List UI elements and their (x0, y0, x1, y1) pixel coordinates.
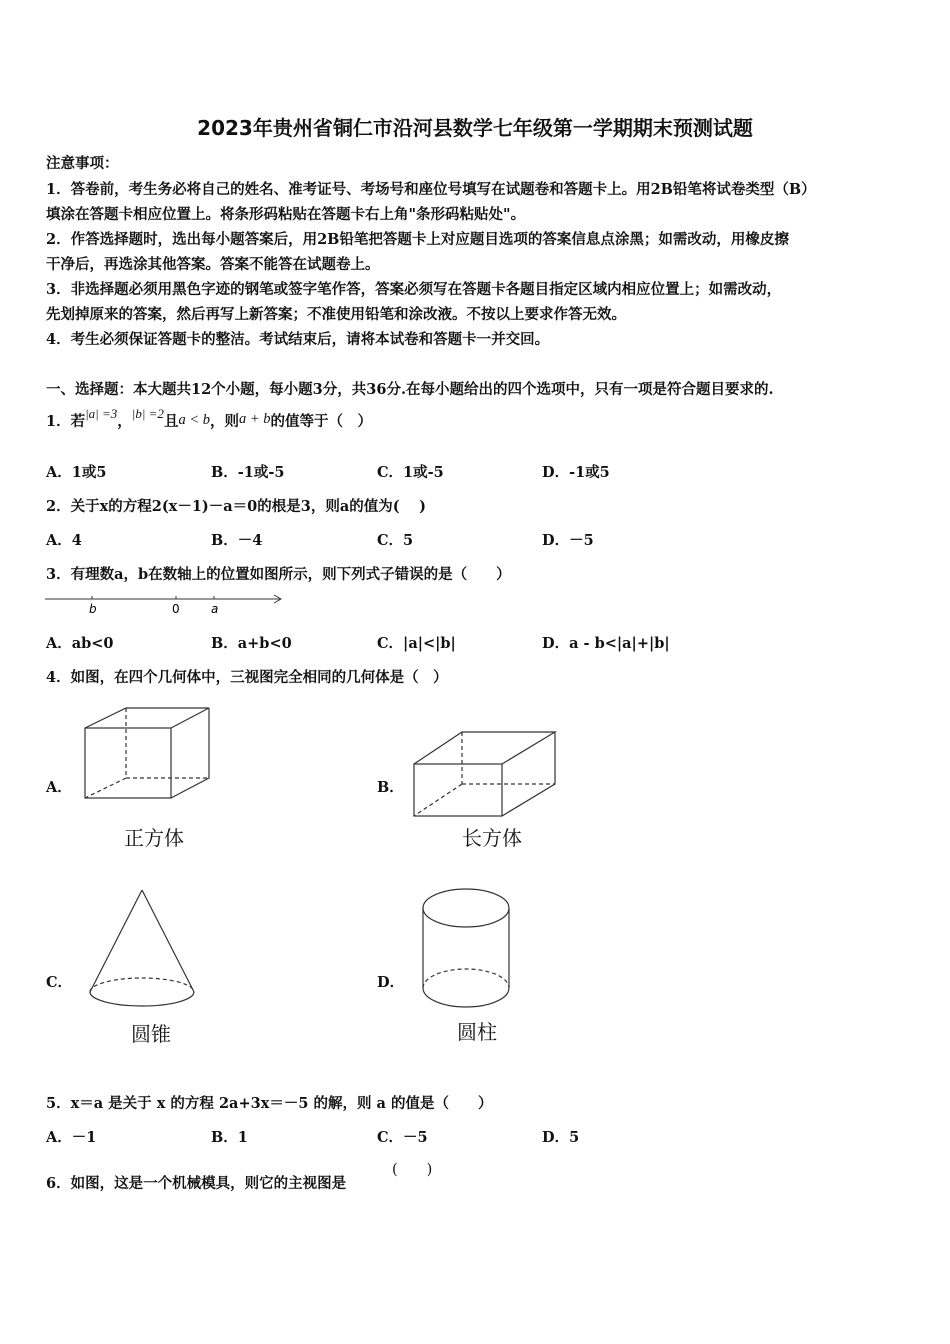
q5-option-b: B．1 (211, 1129, 248, 1146)
q2-option-a: A．4 (46, 532, 82, 549)
notice-line: 3．非选择题必须用黑色字迹的钢笔或签字笔作答，答案必须写在答题卡各题目指定区域内相应位置上；如需改动， (46, 281, 782, 298)
q1-option-a: A．1或5 (46, 464, 107, 481)
question-3: 3．有理数a，b在数轴上的位置如图所示，则下列式子错误的是（ ） (46, 566, 511, 583)
q1-and: 且 (163, 413, 179, 430)
q1-cond3: a < b (178, 412, 210, 428)
cube-front-face (85, 728, 171, 798)
q4-option-a-letter: A． (46, 779, 72, 796)
notice-line: 1．答卷前，考生务必将自己的姓名、准考证号、考场号和座位号填写在试题卷和答题卡上。用2B铅笔将试卷类型（B） (46, 181, 816, 198)
axis-label-a: a (211, 602, 219, 616)
cuboid-front-face (414, 764, 502, 816)
section-heading: 一、选择题：本大题共12个小题，每小题3分，共36分.在每小题给出的四个选项中，只有一项是符合题目要求的. (46, 381, 774, 398)
cylinder-base-front (423, 988, 509, 1007)
q1-cond2: |b| =2 (131, 406, 164, 421)
page-title: 2023年贵州省铜仁市沿河县数学七年级第一学期期末预测试题 (197, 116, 753, 140)
cylinder-figure (418, 884, 514, 1014)
q1-cond1: |a| =3 (85, 406, 118, 421)
notice-line: 干净后，再选涂其他答案。答案不能答在试题卷上。 (46, 256, 380, 273)
cone-base-back (90, 978, 194, 992)
q3-option-b: B．a+b<0 (211, 635, 292, 652)
cone-base-front (90, 992, 194, 1006)
notice-line: 先划掉原来的答案，然后再写上新答案；不准使用铅笔和涂改液。不按以上要求作答无效。 (46, 306, 626, 323)
q5-option-a: A．－1 (46, 1129, 97, 1146)
q1-option-d: D．-1或5 (542, 464, 610, 481)
q4-option-c-letter: C． (46, 974, 73, 991)
q1-prefix: 1．若 (46, 413, 86, 430)
cylinder-base-back (423, 969, 509, 988)
axis-label-0: 0 (172, 602, 180, 616)
q1-sep: ， (117, 413, 132, 430)
q1-option-c: C．1或-5 (377, 464, 444, 481)
cube-figure (80, 704, 220, 804)
cuboid-top-edges (414, 732, 555, 764)
q4-option-d-letter: D． (377, 974, 405, 991)
q5-num: 5． (46, 1095, 71, 1112)
cube-right-edges (171, 708, 209, 798)
number-line-figure (40, 588, 290, 618)
notice-line: 4．考生必须保证答题卡的整洁。考试结束后，请将本试卷和答题卡一并交回。 (46, 331, 550, 348)
question-2: 2．关于x的方程2(x－1)－a＝0的根是3，则a的值为( ) (46, 498, 427, 515)
cylinder-top (423, 889, 509, 927)
q2-option-b: B．－4 (211, 532, 263, 549)
cone-right-edge (142, 890, 194, 992)
notice-line: 填涂在答题卡相应位置上。将条形码粘贴在答题卡右上角"条形码粘贴处"。 (46, 206, 526, 223)
question-5 (46, 1092, 492, 1113)
q3-option-d: D．a - b<|a|+|b| (542, 635, 670, 652)
cone-left-edge (90, 890, 142, 992)
cuboid-hidden-diagonal (414, 784, 462, 816)
cuboid-figure (410, 728, 560, 820)
q4-option-b-letter: B． (377, 779, 404, 796)
cone-figure (86, 886, 198, 1018)
q5-text: x＝a 是关于 x 的方程 2a+3x＝－5 的解，则 a 的值是（ ） (70, 1095, 493, 1112)
q4-caption-a: 正方体 (124, 826, 184, 850)
q1-suffix: 的值等于（ ） (270, 413, 373, 430)
q5-option-d: D．5 (542, 1129, 580, 1146)
q2-option-c: C．5 (377, 532, 414, 549)
notice-line: 2．作答选择题时，选出每小题答案后，用2B铅笔把答题卡上对应题目选项的答案信息点涂黑；如需改动，用橡皮擦 (46, 231, 789, 248)
q2-option-d: D．－5 (542, 532, 594, 549)
q3-option-c: C．|a|<|b| (377, 635, 456, 652)
q4-caption-c: 圆锥 (131, 1022, 171, 1046)
question-1 (46, 406, 373, 431)
cuboid-right-edges (502, 732, 555, 816)
cube-top-edges (85, 708, 209, 728)
q4-caption-d: 圆柱 (457, 1020, 497, 1044)
notice-heading: 注意事项： (46, 155, 119, 172)
question-4: 4．如图，在四个几何体中，三视图完全相同的几何体是（ ） (46, 669, 448, 686)
q6-paren: ( ) (392, 1162, 433, 1178)
q1-mid: ，则 (209, 413, 239, 430)
q1-option-b: B．-1或-5 (211, 464, 285, 481)
question-6: 6．如图，这是一个机械模具，则它的主视图是 (46, 1175, 347, 1192)
q1-expr: a + b (238, 411, 271, 427)
q3-option-a: A．ab<0 (46, 635, 114, 652)
axis-label-b: b (89, 602, 97, 616)
q5-option-c: C．－5 (377, 1129, 428, 1146)
cube-hidden-diagonal (85, 778, 126, 798)
q4-caption-b: 长方体 (462, 826, 522, 850)
